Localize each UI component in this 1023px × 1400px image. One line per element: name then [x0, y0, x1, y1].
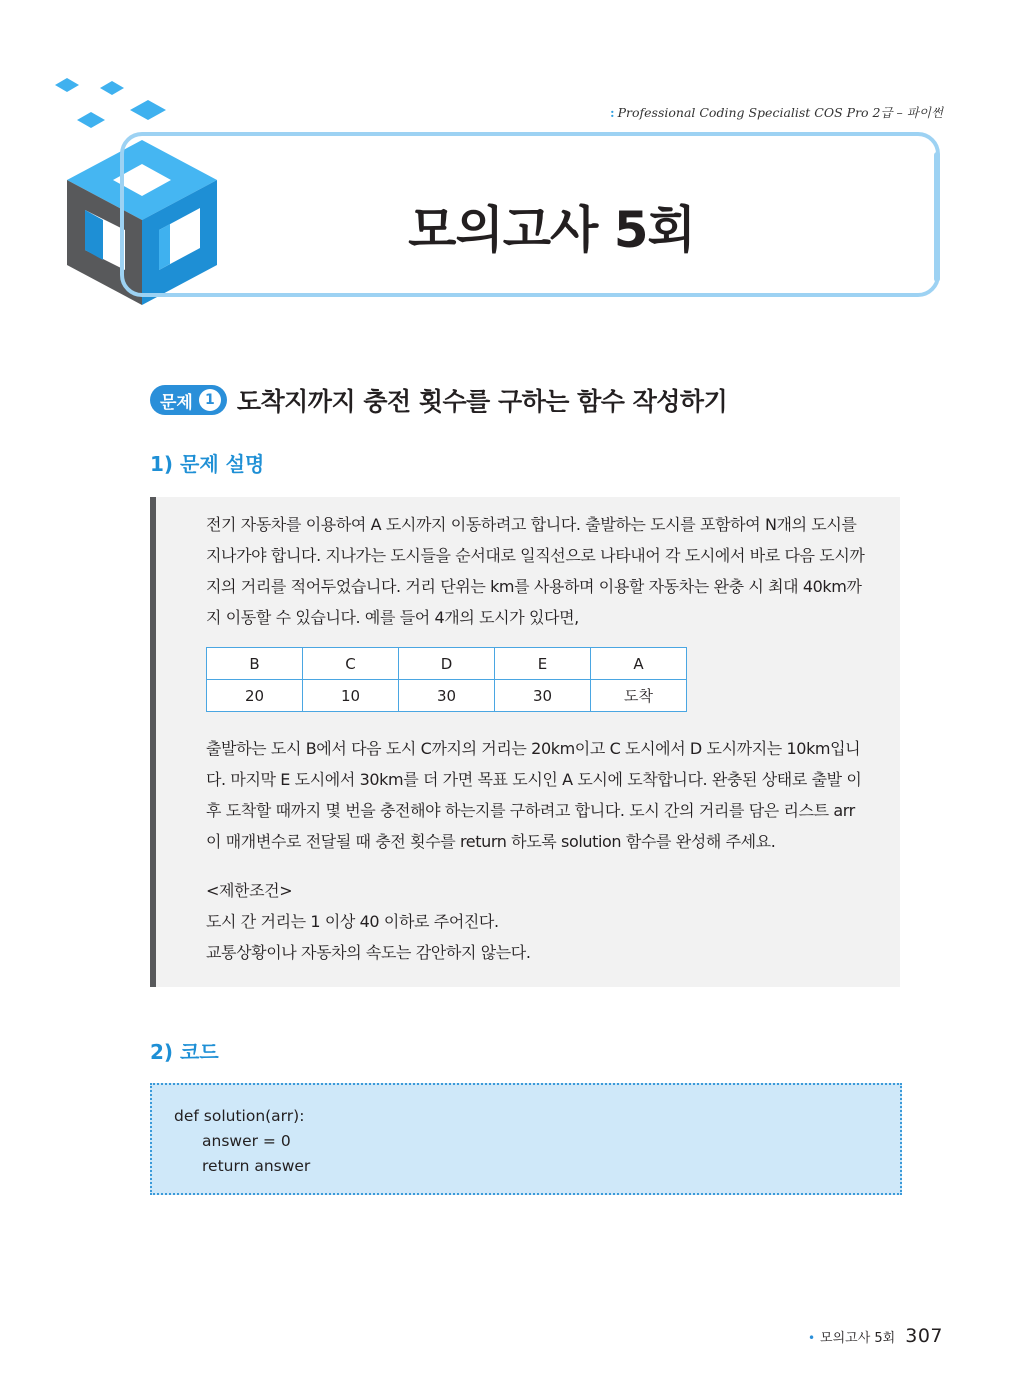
- table-header-cell: C: [303, 648, 399, 680]
- footer-bullet: •: [807, 1331, 816, 1345]
- description-line: 이 매개변수로 전달될 때 충전 횟수를 return 하도록 solution 함수를 완성해 주세요.: [206, 832, 776, 851]
- table-header-cell: D: [399, 648, 495, 680]
- code-heading: 2) 코드: [150, 1040, 219, 1064]
- code-line: return answer: [202, 1157, 311, 1175]
- table-cell: 도착: [591, 680, 687, 712]
- description-line: 출발하는 도시 B에서 다음 도시 C까지의 거리는 20km이고 C 도시에서 D 도시까지는 10km입니: [206, 739, 861, 758]
- page-number: 307: [905, 1325, 943, 1347]
- description-heading: 1) 문제 설명: [150, 452, 265, 476]
- table-header-cell: E: [495, 648, 591, 680]
- table-header-row: [207, 648, 687, 680]
- city-distance-table: [206, 647, 687, 712]
- constraint-item: 교통상황이나 자동차의 속도는 감안하지 않는다.: [206, 943, 531, 962]
- constraint-item: 도시 간 거리는 1 이상 40 이하로 주어진다.: [206, 912, 499, 931]
- problem-badge-label: 문제: [160, 392, 193, 413]
- constraints: [206, 875, 531, 968]
- description-box: [150, 497, 900, 987]
- description-paragraph-1: [206, 509, 896, 633]
- header-dots: :: [609, 105, 615, 120]
- footer-label: 모의고사 5회: [820, 1331, 896, 1346]
- table-cell: 20: [207, 680, 303, 712]
- header-tag-text: Professional Coding Specialist COS Pro 2급 – 파이썬: [617, 105, 943, 120]
- table-cell: 10: [303, 680, 399, 712]
- table-cell: 30: [495, 680, 591, 712]
- constraints-title: <제한조건>: [206, 881, 293, 900]
- description-line: 후 도착할 때까지 몇 번을 충전해야 하는지를 구하려고 합니다. 도시 간의 거리를 담은 리스트 arr: [206, 801, 855, 820]
- table-row: [207, 680, 687, 712]
- header-tag: [610, 103, 943, 121]
- problem-badge-number: 1: [199, 389, 221, 411]
- code-line: answer = 0: [202, 1132, 291, 1150]
- problem-title: 도착지까지 충전 횟수를 구하는 함수 작성하기: [236, 387, 728, 416]
- description-line: 전기 자동차를 이용하여 A 도시까지 이동하려고 합니다. 출발하는 도시를 포함하여 N개의 도시를: [206, 515, 857, 534]
- table-header-cell: A: [591, 648, 687, 680]
- description-line: 지나가야 합니다. 지나가는 도시들을 순서대로 일직선으로 나타내어 각 도시에서 바로 다음 도시까: [206, 546, 865, 565]
- code-block: [150, 1083, 902, 1195]
- description-paragraph-2: [206, 733, 896, 857]
- description-line: 지 이동할 수 있습니다. 예를 들어 4개의 도시가 있다면,: [206, 608, 579, 627]
- description-line: 다. 마지막 E 도시에서 30km를 더 가면 목표 도시인 A 도시에 도착합니다. 완충된 상태로 출발 이: [206, 770, 862, 789]
- description-line: 지의 거리를 적어두었습니다. 거리 단위는 km를 사용하며 이용할 자동차는 완충 시 최대 40km까: [206, 577, 862, 596]
- code-line: def solution(arr):: [174, 1107, 305, 1125]
- page-title: 모의고사 5회: [408, 201, 695, 259]
- table-cell: 30: [399, 680, 495, 712]
- table-header-cell: B: [207, 648, 303, 680]
- problem-badge: [150, 385, 227, 415]
- page-footer: [808, 1325, 943, 1347]
- problem-heading: [150, 382, 727, 418]
